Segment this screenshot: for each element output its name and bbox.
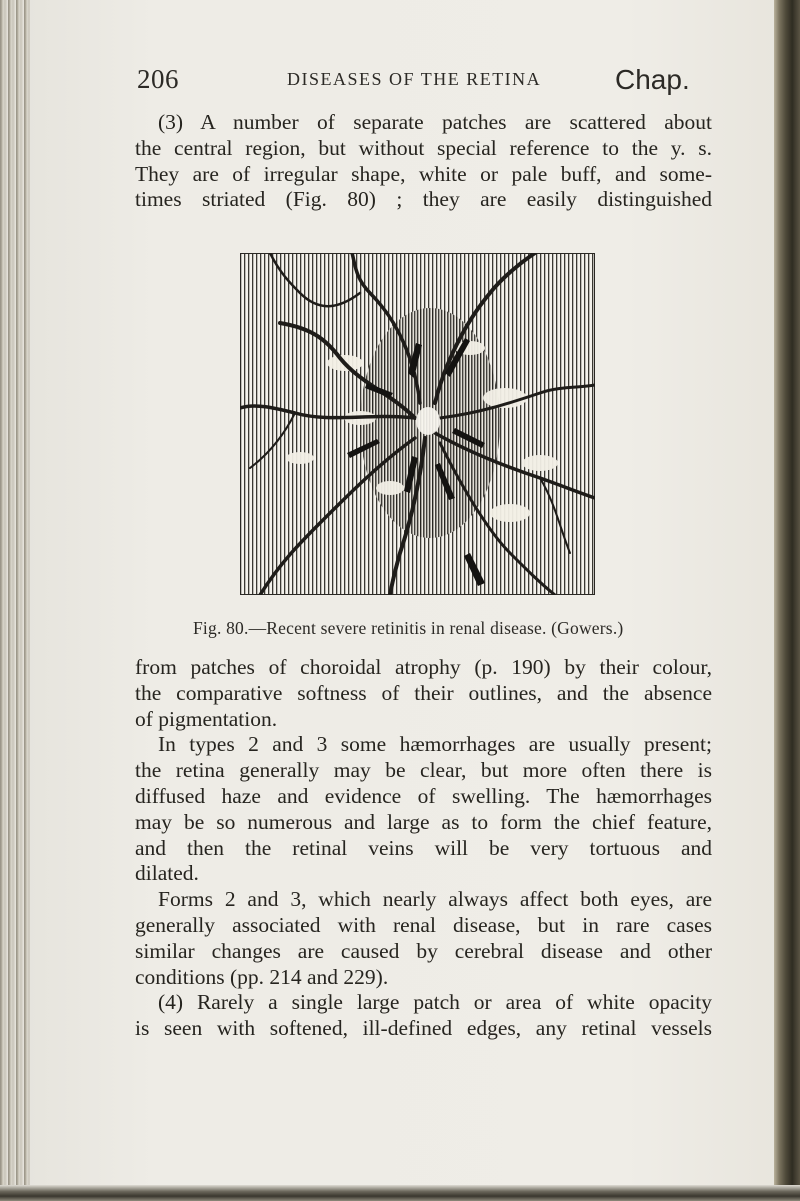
- text-line: conditions (pp. 214 and 229).: [135, 964, 389, 989]
- text-line: of pigmentation.: [135, 706, 278, 731]
- text-line: times striated (Fig. 80) ; they are easily distinguished: [135, 187, 712, 212]
- text-line: (4) Rarely a single large patch or area of white opacity: [158, 990, 712, 1015]
- page-stack-edge: [0, 0, 30, 1201]
- text-line: is seen with softened, ill-defined edges, any retinal vessels: [135, 1016, 712, 1041]
- retina-illustration-icon: [240, 253, 595, 595]
- text-line: the retina generally may be clear, but more often there is: [135, 758, 712, 783]
- page-header: [0, 62, 782, 102]
- paragraph-bottom: [135, 655, 712, 1042]
- text-line: generally associated with renal disease, but in rare cases: [135, 912, 712, 937]
- text-line: and then the retinal veins will be very tortuous and: [135, 835, 712, 860]
- text-line: In types 2 and 3 some hæmorrhages are usually present;: [158, 732, 712, 757]
- book-binding-edge: [774, 0, 800, 1201]
- text-line: (3) A number of separate patches are scattered about: [158, 110, 712, 134]
- text-line: similar changes are caused by cerebral disease and other: [135, 938, 712, 963]
- figure-caption: Fig. 80.—Recent severe retinitis in renal disease. (Gowers.): [193, 618, 624, 638]
- text-line: They are of irregular shape, white or pale buff, and some-: [135, 161, 712, 186]
- text-line: dilated.: [135, 861, 199, 886]
- text-line: the central region, but without special reference to the y. s.: [135, 135, 712, 160]
- text-line: Forms 2 and 3, which nearly always affect both eyes, are: [158, 887, 712, 912]
- paragraph-top: [135, 110, 712, 213]
- page-bottom-edge: [0, 1185, 800, 1201]
- text-line: the comparative softness of their outlines, and the absence: [135, 680, 712, 705]
- chapter-label: Chap.: [615, 64, 690, 95]
- running-title: DISEASES OF THE RETINA: [287, 69, 542, 89]
- text-line: diffused haze and evidence of swelling. The hæmorrhages: [135, 783, 712, 808]
- text-line: may be so numerous and large as to form the chief feature,: [135, 809, 712, 834]
- text-line: from patches of choroidal atrophy (p. 190) by their colour,: [135, 655, 712, 679]
- page-number: 206: [137, 64, 179, 94]
